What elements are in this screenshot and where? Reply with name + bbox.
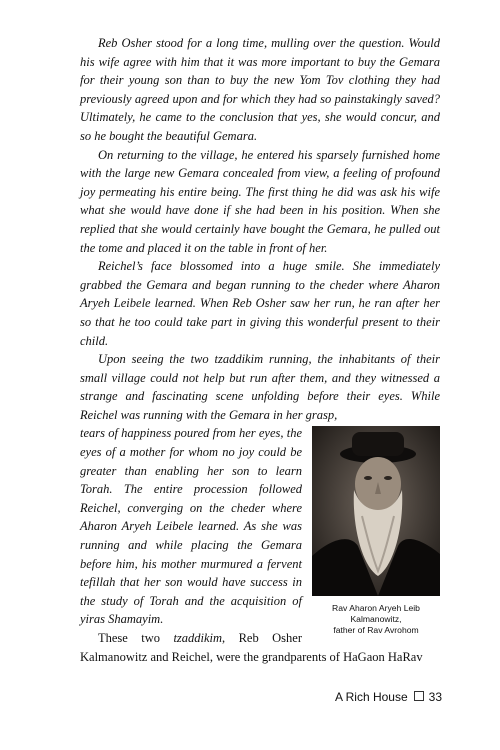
page-number: 33 xyxy=(428,690,442,704)
caption-line-1: Rav Aharon Aryeh Leib xyxy=(332,603,420,614)
square-ornament-icon xyxy=(414,691,424,701)
paragraph-1: Reb Osher stood for a long time, mulling over the question. Would his wife agree with him that it was more important to buy the Gemara for their young son than to buy the new Yom Tov clothing they had previously agreed upon and for which they had so painstakingly saved? Ultimately, he came to the conclusion that yes, she would concur, and so he bought the beautiful Gemara. xyxy=(80,36,440,143)
photo-figure xyxy=(312,426,440,636)
caption-line-3: father of Rav Avrohom xyxy=(333,625,419,636)
paragraph-3: Reichel’s face blossomed into a huge smile. She immediately grabbed the Gemara and began running to the cheder where Aharon Aryeh Leibele learned. When Reb Osher saw her run, he ran after her so that he too could take part in giving this wonderful present to their child. xyxy=(80,259,440,348)
last-rest: , Reb Osher Kalmanowitz and Reichel, were the grandparents of HaGaon HaRav xyxy=(80,631,423,664)
photo-caption xyxy=(312,603,440,636)
last-italic: tzaddikim xyxy=(173,631,223,645)
paragraph-2: On returning to the village, he entered his sparsely furnished home with the large new Gemara concealed from view, a feeling of profound joy permeating his entire being. The first thing he did was ask his wife what she would have done if she had been in his position. When she replied that she would certainly have bought the Gemara, he pulled out the tome and placed it on the table in front of her. xyxy=(80,147,440,255)
last-start: These two xyxy=(98,631,174,645)
paragraph-4: Upon seeing the two tzaddikim running, the inhabitants of their small village could not help but run after them, and they witnessed a strange and fascinating scene unfolding before their eyes. While Reichel was running with the Gemara in her grasp, xyxy=(80,352,440,422)
portrait-photo xyxy=(312,426,440,596)
page-footer xyxy=(272,690,442,704)
running-title: A Rich House xyxy=(334,690,408,704)
caption-line-2: Kalmanowitz, xyxy=(350,614,402,625)
text-with-photo xyxy=(80,424,440,666)
page-body xyxy=(80,34,440,666)
wrapped-text: tears of happiness poured from her eyes, the eyes of a mother for whom no joy could be greater than enabling her son to learn Torah. The entire procession followed Reichel, converging on the cheder where Aharon Aryeh Leibele learned. As she was running and while placing the Gemara before him, his mother murmured a fervent tefillah that her son would have success in the study of Torah and the acquisition of yiras Shamayim. xyxy=(80,426,302,627)
